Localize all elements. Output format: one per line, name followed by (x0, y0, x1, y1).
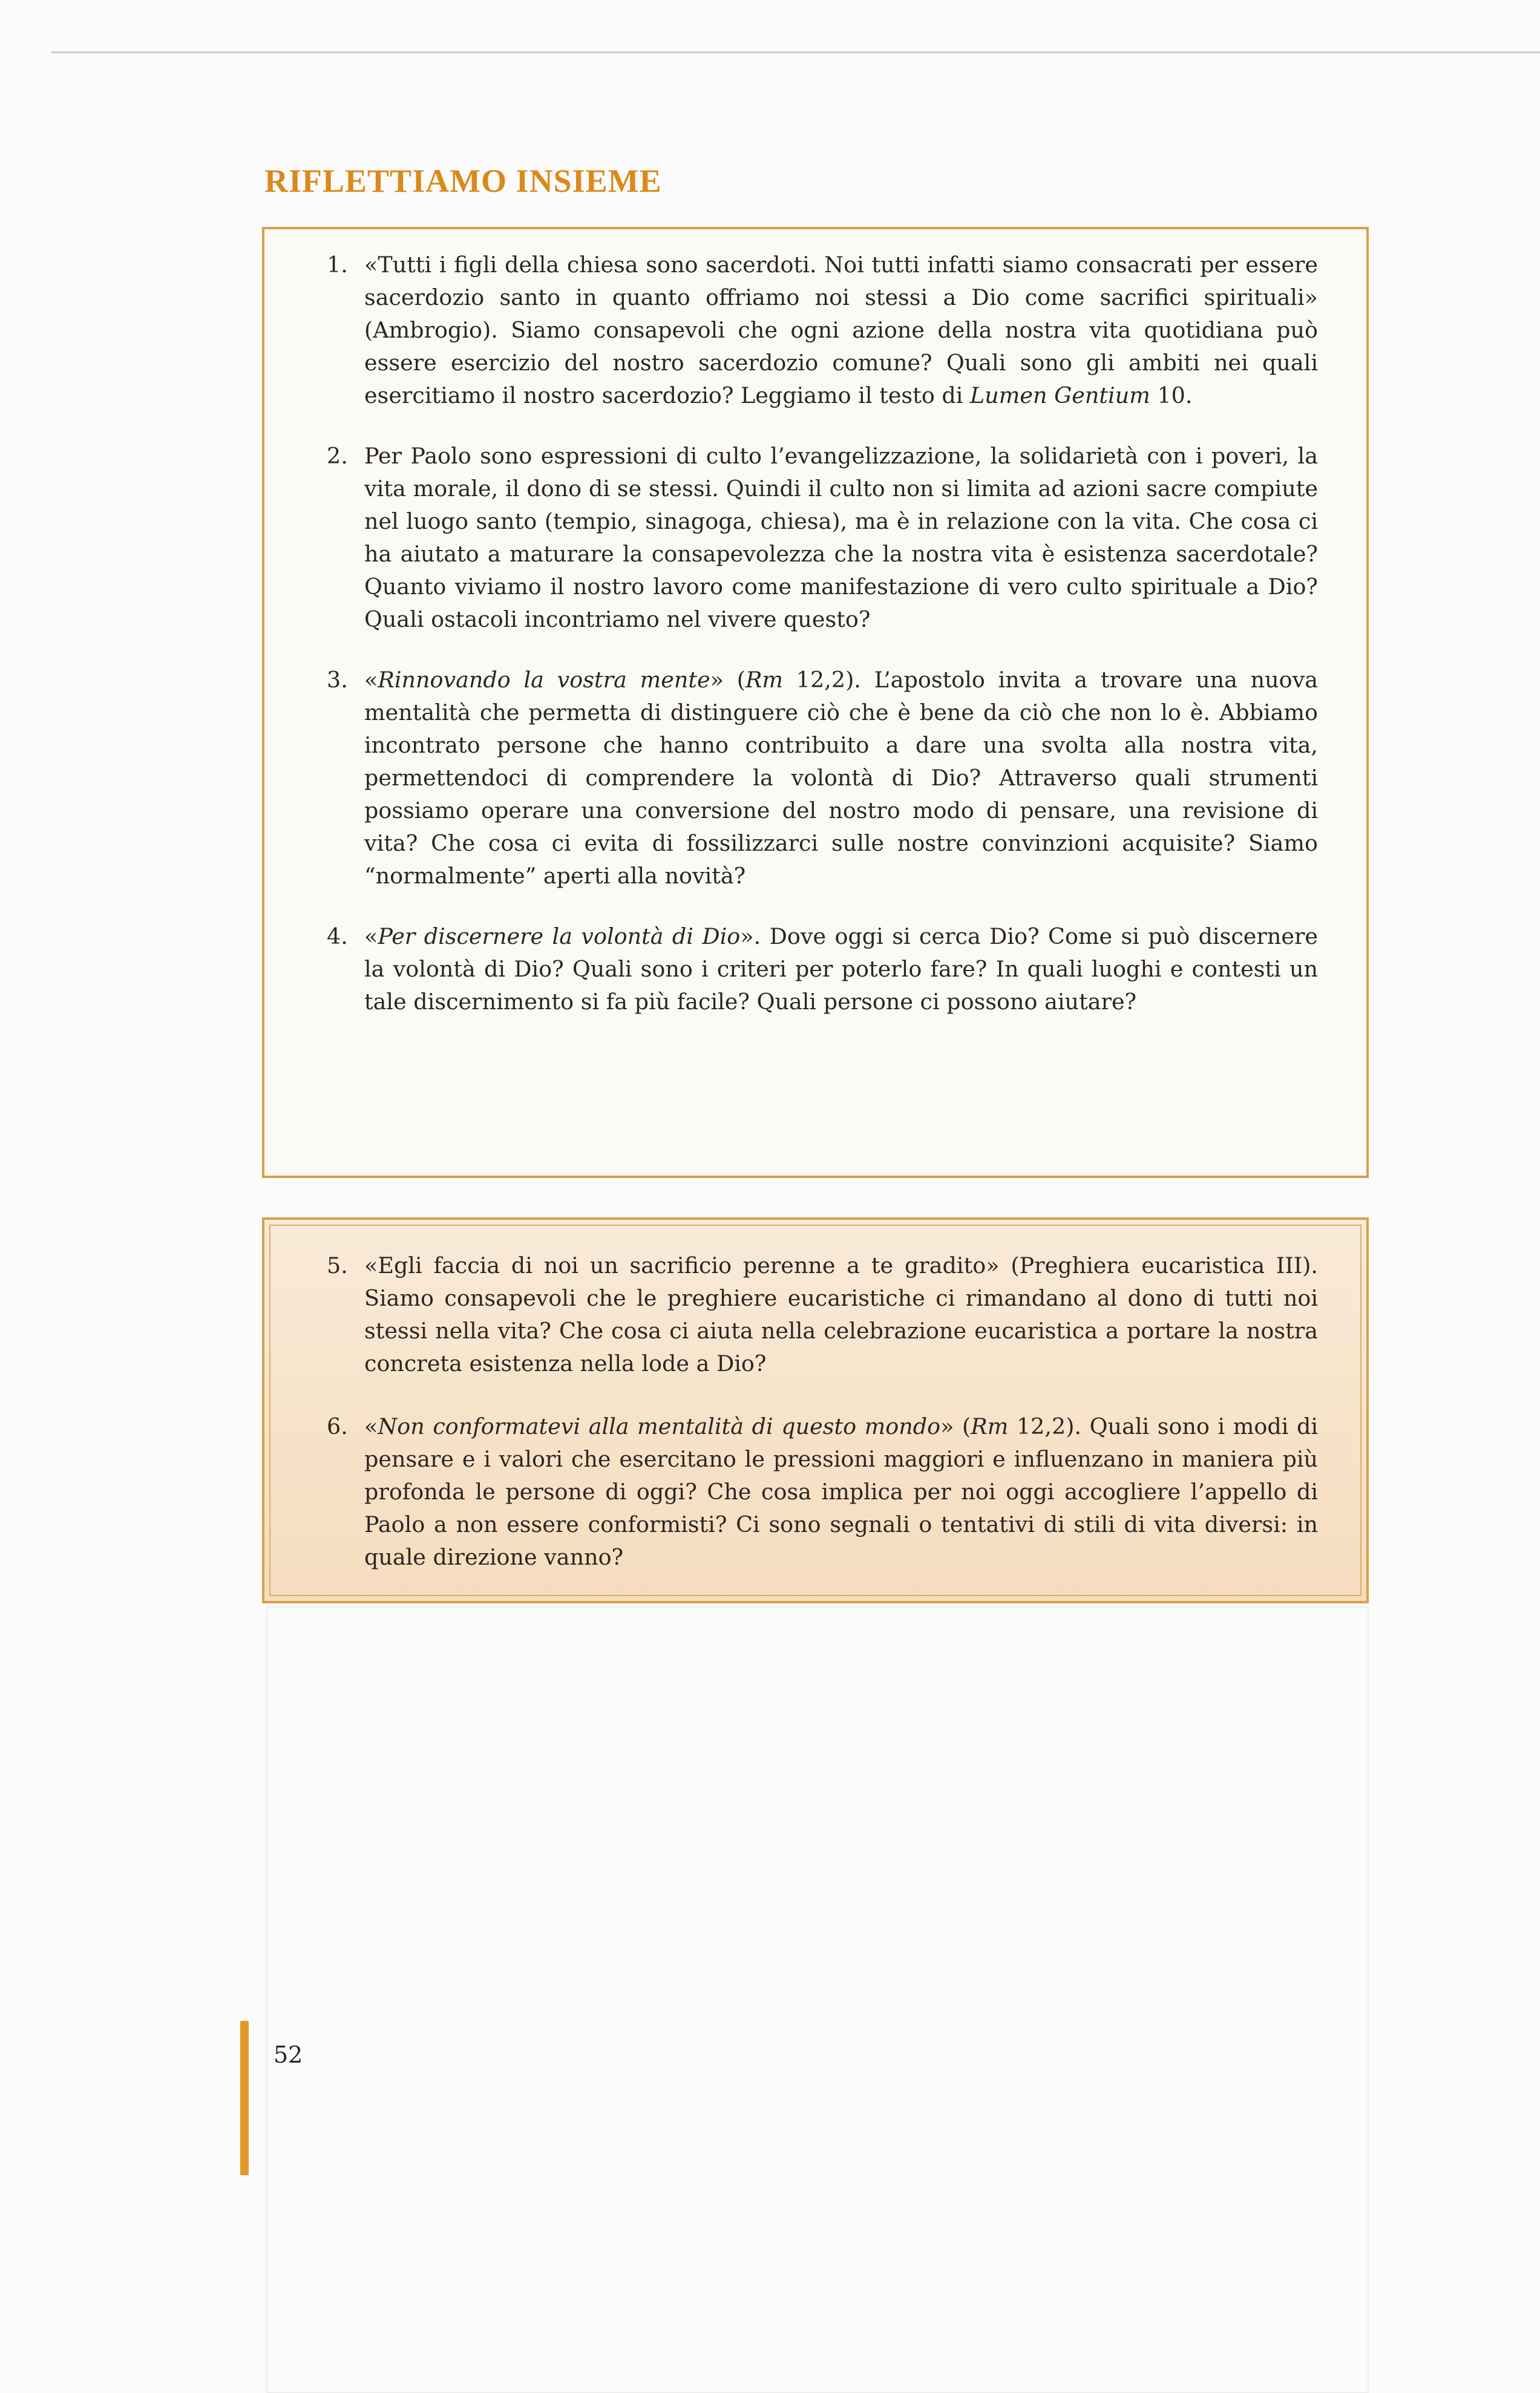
question-item (264, 1249, 1366, 1380)
question-text-italic: Rm (745, 667, 784, 693)
question-text-run: 10. (1150, 382, 1193, 408)
question-text (364, 1252, 1318, 1377)
question-item (264, 664, 1366, 892)
question-text-run: » ( (710, 667, 745, 693)
question-text-italic: Rinnovando la vostra mente (378, 667, 710, 693)
question-item (264, 440, 1366, 636)
question-text-run: « (364, 1413, 378, 1439)
question-text-run: ». Dove oggi si cerca Dio? Come si può discernere la volontà di Dio? Quali sono i criteri per poterlo fare? In quali luoghi e contesti un tale discernimento si fa più facile? Quali persone ci possono aiutare? (364, 923, 1318, 1015)
question-text-italic: Rm (971, 1413, 1009, 1439)
question-text (364, 252, 1318, 408)
page-number-bar (240, 2021, 249, 2175)
question-text-italic: Per discernere la volontà di Dio (378, 923, 741, 949)
questions-box-upper (262, 227, 1369, 1178)
question-text (364, 667, 1318, 889)
question-text-run: 12,2). Quali sono i modi di pensare e i valori che esercitano le pressioni maggiori e influenzano in maniera più profonda le persone di oggi? Che cosa implica per noi oggi accogliere l’appello di Paolo a non essere conformisti? Ci sono segnali o tentativi di stili di vita diversi: in quale direzione vanno? (364, 1413, 1318, 1570)
question-text-run: Per Paolo sono espressioni di culto l’evangelizzazione, la solidarietà con i poveri, la vita morale, il dono di se stessi. Quindi il culto non si limita ad azioni sacre compiute nel luogo santo (tempio, sinagoga, chiesa), ma è in relazione con la vita. Che cosa ci ha aiutato a maturare la consapevolezza che la nostra vita è esistenza sacerdotale? Quanto viviamo il nostro lavoro come manifestazione di vero culto spirituale a Dio? Quali ostacoli incontriamo nel vivere questo? (364, 443, 1318, 632)
question-number: 6. (327, 1413, 348, 1439)
question-item (264, 920, 1366, 1018)
question-number: 3. (327, 667, 348, 693)
show-through-frame (266, 1606, 1369, 2393)
question-text-italic: Lumen Gentium (970, 382, 1150, 408)
question-number: 4. (327, 923, 348, 949)
question-number: 5. (327, 1252, 348, 1278)
question-text-italic: Non conformatevi alla mentalità di questo mondo (378, 1413, 941, 1439)
question-text-run: 12,2). L’apostolo invita a trovare una nuova mentalità che permetta di distinguere ciò che è bene da ciò che non lo è. Abbiamo incontrato persone che hanno contribuito a dare una svolta alla nostra vita, permettendoci di comprendere la volontà di Dio? Attraverso quali strumenti possiamo operare una conversione del nostro modo di pensare, una revisione di vita? Che cosa ci evita di fossilizzarci sulle nostre convinzioni acquisite? Siamo “normalmente” aperti alla novità? (364, 667, 1318, 889)
question-text-run: « (364, 667, 378, 693)
question-number: 1. (327, 252, 348, 278)
question-list-lower (264, 1220, 1366, 1574)
question-text (364, 1413, 1318, 1570)
page-top-rule (51, 51, 1540, 53)
question-list-upper (264, 229, 1366, 1018)
question-text (364, 923, 1318, 1015)
question-text (364, 443, 1318, 632)
question-item (264, 249, 1366, 412)
question-text-run: «Egli faccia di noi un sacrificio perenne a te gradito» (Preghiera eucaristica III). Siamo consapevoli che le preghiere eucaristiche ci rimandano al dono di tutti noi stessi nella vita? Che cosa ci aiuta nella celebrazione eucaristica a portare la nostra concreta esistenza nella lode a Dio? (364, 1252, 1318, 1377)
question-text-run: « (364, 923, 378, 949)
question-item (264, 1410, 1366, 1574)
questions-box-lower (262, 1217, 1369, 1603)
question-text-run: » ( (940, 1413, 971, 1439)
question-text-run: «Tutti i figli della chiesa sono sacerdoti. Noi tutti infatti siamo consacrati per essere sacerdozio santo in quanto offriamo noi stessi a Dio come sacrifici spirituali» (Ambrogio). Siamo consapevoli che ogni azione della nostra vita quotidiana può essere esercizio del nostro sacerdozio comune? Quali sono gli ambiti nei quali esercitiamo il nostro sacerdozio? Leggiamo il testo di (364, 252, 1318, 408)
question-number: 2. (327, 443, 348, 469)
section-title: RIFLETTIAMO INSIEME (264, 163, 662, 199)
page-number: 52 (274, 2041, 303, 2068)
